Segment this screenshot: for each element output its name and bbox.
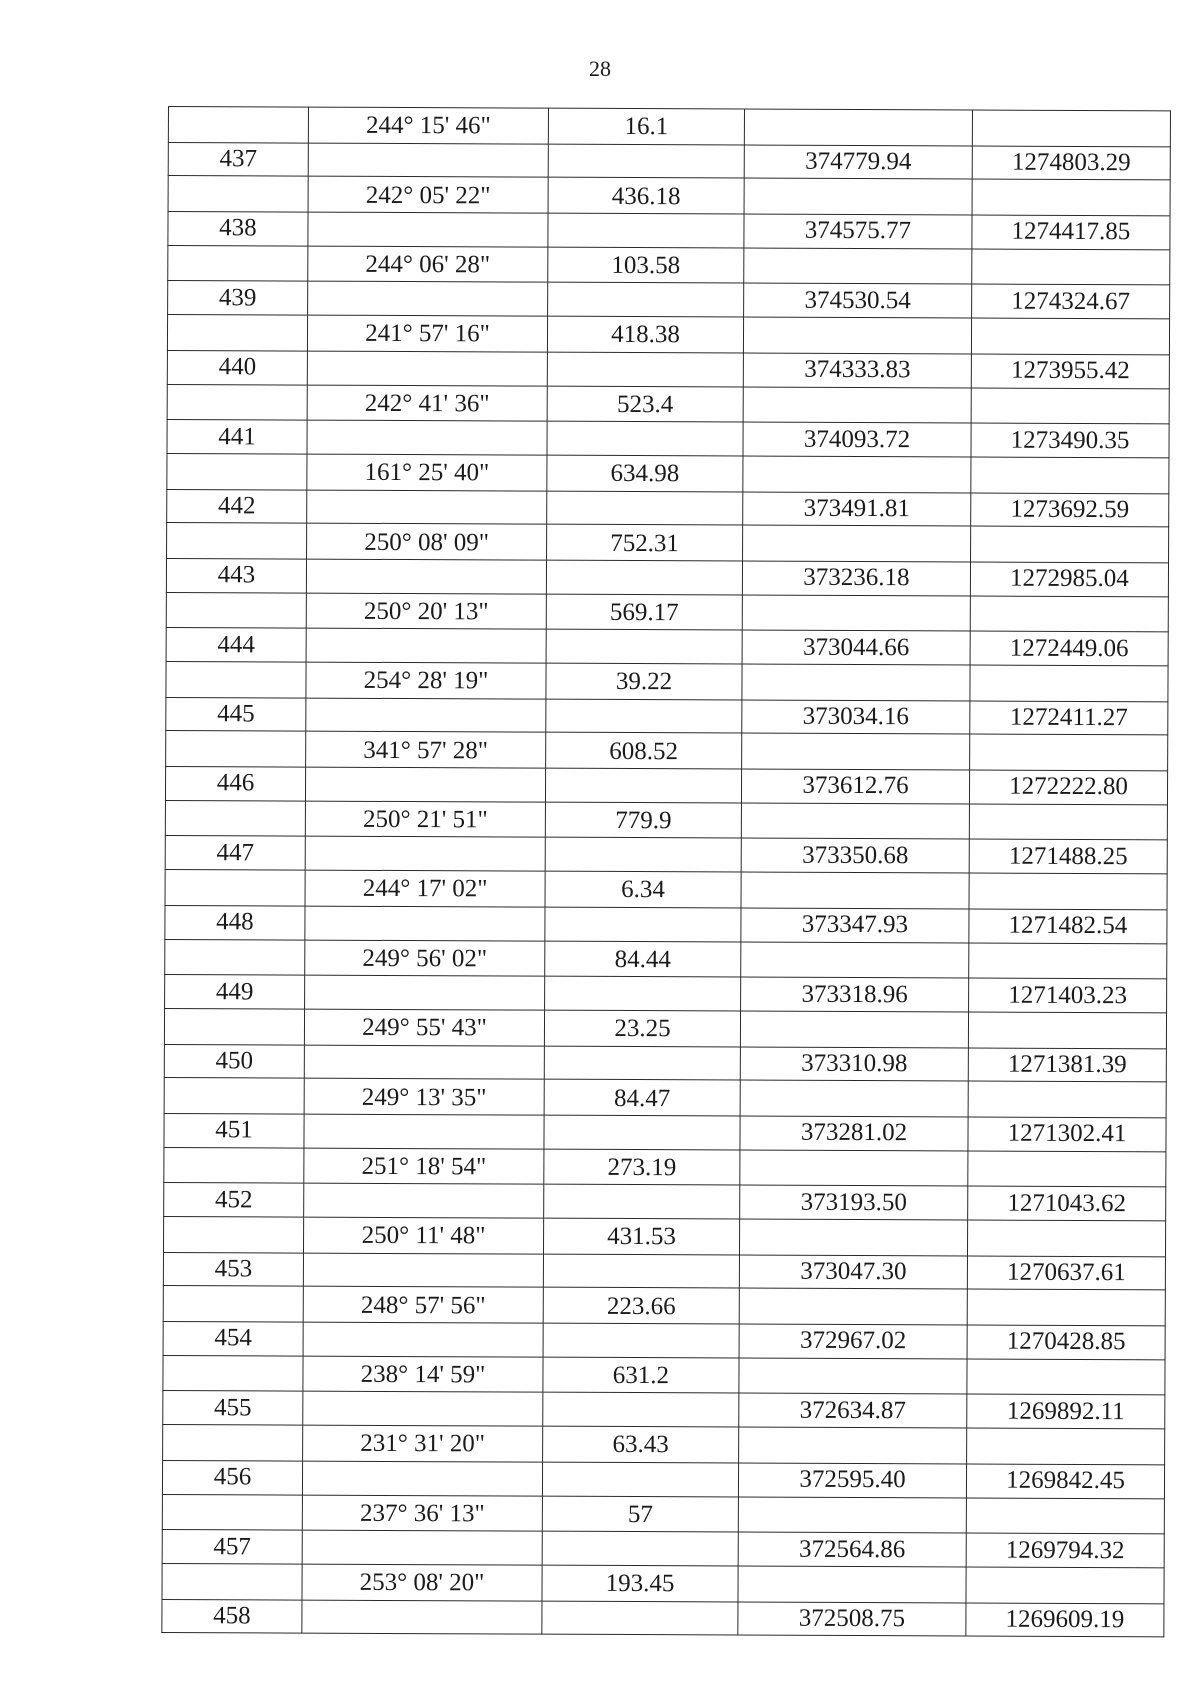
distance-cell: 779.9 (545, 802, 741, 839)
table-row-leg (166, 731, 1168, 771)
distance-cell: 193.45 (542, 1565, 738, 1602)
easting-cell-empty (966, 1497, 1164, 1534)
table-row-station (168, 281, 1170, 319)
distance-cell-empty (545, 907, 741, 942)
table-row-leg (166, 592, 1168, 632)
station-cell-empty (165, 870, 305, 906)
distance-cell-empty (546, 560, 742, 595)
table-row-leg (165, 939, 1167, 979)
easting-cell-empty (972, 110, 1170, 147)
bearing-cell: 248° 57' 56" (303, 1286, 543, 1323)
table-row-leg (164, 1147, 1166, 1187)
station-cell-empty (166, 592, 306, 628)
bearing-cell: 250° 21' 51" (305, 801, 545, 838)
station-cell: 453 (163, 1252, 303, 1286)
station-cell-empty (167, 315, 307, 351)
easting-cell-empty (970, 665, 1168, 702)
station-cell-empty (168, 176, 308, 212)
distance-cell: 436.18 (548, 178, 744, 215)
bearing-cell: 242° 41' 36" (307, 385, 547, 422)
northing-cell-empty (739, 1288, 967, 1325)
northing-cell-empty (738, 1497, 966, 1534)
bearing-cell: 241° 57' 16" (307, 315, 547, 352)
northing-cell: 373491.81 (743, 492, 971, 527)
distance-cell: 103.58 (548, 247, 744, 284)
easting-cell-empty (971, 388, 1169, 425)
northing-cell: 373612.76 (741, 769, 969, 804)
bearing-cell-empty (303, 1253, 543, 1288)
easting-cell-empty (969, 804, 1167, 841)
easting-cell-empty (972, 249, 1170, 286)
distance-cell-empty (545, 976, 741, 1011)
table-row-station (167, 489, 1169, 527)
bearing-cell: 249° 55' 43" (304, 1009, 544, 1046)
bearing-cell: 249° 56' 02" (305, 940, 545, 977)
bearing-cell: 250° 20' 13" (306, 593, 546, 630)
distance-cell: 523.4 (547, 386, 743, 423)
distance-cell: 273.19 (544, 1149, 740, 1186)
distance-cell: 84.44 (545, 941, 741, 978)
table-row-leg (163, 1216, 1165, 1256)
table-row-station (167, 420, 1169, 458)
station-cell-empty (163, 1425, 303, 1461)
easting-cell: 1269892.11 (967, 1394, 1165, 1429)
northing-cell-empty (743, 456, 971, 493)
bearing-cell: 341° 57' 28" (306, 731, 546, 768)
table-row-leg (168, 107, 1170, 147)
northing-cell: 373281.02 (740, 1116, 968, 1151)
station-cell: 442 (167, 489, 307, 523)
station-cell: 452 (164, 1183, 304, 1217)
station-cell-empty (165, 800, 305, 836)
station-cell-empty (168, 245, 308, 281)
table-row-leg (165, 870, 1167, 910)
distance-cell: 39.22 (546, 663, 742, 700)
easting-cell-empty (968, 1081, 1166, 1118)
easting-cell: 1272222.80 (969, 770, 1167, 805)
northing-cell-empty (741, 942, 969, 979)
station-cell: 445 (166, 697, 306, 731)
northing-cell-empty (741, 872, 969, 909)
distance-cell-empty (544, 1184, 740, 1219)
northing-cell: 374779.94 (744, 145, 972, 180)
station-cell: 450 (164, 1044, 304, 1078)
table-row-leg (167, 453, 1169, 493)
northing-cell: 374093.72 (743, 422, 971, 457)
distance-cell-empty (545, 768, 741, 803)
northing-cell-empty (739, 1219, 967, 1256)
station-cell: 444 (166, 628, 306, 662)
easting-cell: 1271403.23 (969, 978, 1167, 1013)
bearing-cell: 242° 05' 22" (308, 176, 548, 213)
easting-cell: 1269609.19 (966, 1603, 1164, 1638)
distance-cell: 608.52 (546, 733, 742, 770)
distance-cell-empty (545, 838, 741, 873)
table-row-leg (166, 661, 1168, 701)
bearing-cell-empty (304, 1114, 544, 1149)
table-row-station (163, 1391, 1165, 1429)
distance-cell-empty (548, 213, 744, 248)
easting-cell: 1273490.35 (971, 423, 1169, 458)
station-cell: 446 (165, 767, 305, 801)
distance-cell: 752.31 (547, 524, 743, 561)
station-cell-empty (166, 731, 306, 767)
distance-cell-empty (548, 144, 744, 179)
table-row-station (162, 1530, 1164, 1568)
table-row-station (168, 142, 1170, 180)
distance-cell-empty (548, 283, 744, 318)
page-number: 28 (589, 56, 611, 81)
station-cell: 443 (166, 558, 306, 592)
station-cell-empty (166, 661, 306, 697)
distance-cell-empty (543, 1323, 739, 1358)
bearing-cell-empty (304, 1183, 544, 1218)
bearing-cell: 244° 15' 46" (308, 107, 548, 144)
distance-cell: 84.47 (544, 1079, 740, 1116)
easting-cell-empty (969, 943, 1167, 980)
easting-cell: 1271488.25 (969, 839, 1167, 874)
northing-cell-empty (739, 1358, 967, 1395)
station-cell-empty (167, 523, 307, 559)
distance-cell: 431.53 (543, 1218, 739, 1255)
bearing-cell: 254° 28' 19" (306, 662, 546, 699)
distance-cell: 63.43 (543, 1426, 739, 1463)
station-cell: 439 (168, 281, 308, 315)
easting-cell: 1274803.29 (972, 146, 1170, 181)
table-row-station (165, 767, 1167, 805)
table-row-leg (167, 315, 1169, 355)
easting-cell: 1272411.27 (970, 701, 1168, 736)
easting-cell-empty (971, 526, 1169, 563)
easting-cell-empty (968, 1012, 1166, 1049)
bearing-cell: 244° 06' 28" (308, 246, 548, 283)
station-cell-empty (163, 1286, 303, 1322)
station-cell: 451 (164, 1113, 304, 1147)
easting-cell: 1270637.61 (967, 1256, 1165, 1291)
bearing-cell-empty (305, 767, 545, 802)
easting-cell-empty (970, 734, 1168, 771)
station-cell-empty (163, 1216, 303, 1252)
table-row-leg (162, 1563, 1164, 1603)
station-cell-empty (165, 939, 305, 975)
station-cell: 456 (162, 1460, 302, 1494)
table-row-station (165, 905, 1167, 943)
station-cell: 455 (163, 1391, 303, 1425)
bearing-cell-empty (306, 559, 546, 594)
distance-cell: 23.25 (544, 1010, 740, 1047)
distance-cell-empty (542, 1601, 738, 1636)
station-cell: 458 (162, 1599, 302, 1633)
table-row-station (163, 1322, 1165, 1360)
station-cell: 441 (167, 420, 307, 454)
bearing-cell-empty (302, 1530, 542, 1565)
table-row-leg (163, 1286, 1165, 1326)
easting-cell-empty (968, 1151, 1166, 1188)
table-row-station (164, 1183, 1166, 1221)
northing-cell-empty (744, 109, 972, 146)
table-row-leg (167, 384, 1169, 424)
table-row-station (165, 836, 1167, 874)
table-row-leg (168, 176, 1170, 216)
northing-cell: 372634.87 (739, 1393, 967, 1428)
distance-cell-empty (542, 1462, 738, 1497)
northing-cell: 372564.86 (738, 1532, 966, 1567)
northing-cell-empty (742, 664, 970, 701)
distance-cell-empty (546, 629, 742, 664)
distance-cell-empty (544, 1046, 740, 1081)
distance-cell-empty (547, 491, 743, 526)
northing-cell: 373318.96 (741, 977, 969, 1012)
bearing-cell-empty (307, 351, 547, 386)
easting-cell: 1269794.32 (966, 1533, 1164, 1568)
station-cell: 447 (165, 836, 305, 870)
table-row-leg (164, 1078, 1166, 1118)
easting-cell: 1272985.04 (970, 562, 1168, 597)
northing-cell-empty (744, 248, 972, 285)
table-row-station (165, 975, 1167, 1013)
distance-cell: 634.98 (547, 455, 743, 492)
distance-cell-empty (542, 1531, 738, 1566)
bearing-cell-empty (306, 628, 546, 663)
station-cell-empty (163, 1355, 303, 1391)
northing-cell-empty (743, 387, 971, 424)
table-row-station (164, 1113, 1166, 1151)
bearing-cell-empty (305, 837, 545, 872)
distance-cell: 16.1 (548, 108, 744, 145)
bearing-cell-empty (308, 143, 548, 178)
station-cell: 457 (162, 1530, 302, 1564)
bearing-cell: 237° 36' 13" (302, 1495, 542, 1532)
survey-table-body (162, 107, 1171, 1638)
bearing-cell-empty (308, 282, 548, 317)
distance-cell: 569.17 (546, 594, 742, 631)
table-row-leg (162, 1494, 1164, 1534)
easting-cell-empty (967, 1428, 1165, 1465)
station-cell-empty (162, 1494, 302, 1530)
distance-cell: 223.66 (543, 1288, 739, 1325)
station-cell: 437 (168, 142, 308, 176)
station-cell-empty (164, 1147, 304, 1183)
easting-cell-empty (967, 1359, 1165, 1396)
northing-cell: 372508.75 (738, 1602, 966, 1637)
distance-cell-empty (546, 699, 742, 734)
station-cell: 440 (167, 350, 307, 384)
easting-cell: 1271302.41 (968, 1117, 1166, 1152)
bearing-cell: 249° 13' 35" (304, 1078, 544, 1115)
easting-cell: 1272449.06 (970, 631, 1168, 666)
northing-cell-empty (742, 595, 970, 632)
bearing-cell-empty (303, 1392, 543, 1427)
table-row-leg (163, 1425, 1165, 1465)
table-row-leg (167, 523, 1169, 563)
survey-coordinates-table (161, 106, 1171, 1638)
table-row-leg (164, 1008, 1166, 1048)
northing-cell-empty (743, 317, 971, 354)
table-row-station (164, 1044, 1166, 1082)
easting-cell: 1274324.67 (972, 284, 1170, 319)
northing-cell: 373193.50 (740, 1185, 968, 1220)
bearing-cell-empty (307, 490, 547, 525)
northing-cell: 373047.30 (739, 1255, 967, 1290)
table-row-leg (163, 1355, 1165, 1395)
station-cell-empty (164, 1078, 304, 1114)
table-row-leg (168, 245, 1170, 285)
northing-cell: 373310.98 (740, 1047, 968, 1082)
easting-cell-empty (967, 1220, 1165, 1257)
easting-cell: 1274417.85 (972, 215, 1170, 250)
northing-cell-empty (742, 733, 970, 770)
bearing-cell: 231° 31' 20" (303, 1425, 543, 1462)
bearing-cell-empty (308, 212, 548, 247)
easting-cell-empty (969, 873, 1167, 910)
bearing-cell-empty (303, 1322, 543, 1357)
station-cell: 438 (168, 212, 308, 246)
easting-cell: 1271482.54 (969, 909, 1167, 944)
northing-cell-empty (739, 1427, 967, 1464)
bearing-cell: 161° 25' 40" (307, 454, 547, 491)
distance-cell-empty (543, 1393, 739, 1428)
bearing-cell: 244° 17' 02" (305, 870, 545, 907)
table-row-station (167, 350, 1169, 388)
distance-cell: 57 (542, 1496, 738, 1533)
bearing-cell-empty (305, 906, 545, 941)
northing-cell-empty (743, 525, 971, 562)
easting-cell: 1271381.39 (968, 1048, 1166, 1083)
easting-cell: 1273692.59 (971, 493, 1169, 528)
station-cell-empty (162, 1563, 302, 1599)
distance-cell-empty (544, 1115, 740, 1150)
bearing-cell-empty (307, 420, 547, 455)
station-cell-empty (167, 384, 307, 420)
northing-cell-empty (740, 1150, 968, 1187)
distance-cell-empty (547, 421, 743, 456)
station-cell-empty (167, 453, 307, 489)
northing-cell: 373350.68 (741, 838, 969, 873)
northing-cell: 373347.93 (741, 908, 969, 943)
easting-cell-empty (967, 1289, 1165, 1326)
station-cell: 448 (165, 905, 305, 939)
bearing-cell-empty (305, 975, 545, 1010)
table-row-station (162, 1460, 1164, 1498)
easting-cell-empty (971, 457, 1169, 494)
bearing-cell-empty (306, 698, 546, 733)
table-row-station (166, 697, 1168, 735)
northing-cell-empty (740, 1011, 968, 1048)
station-cell: 449 (165, 975, 305, 1009)
easting-cell: 1271043.62 (968, 1186, 1166, 1221)
station-cell-empty (164, 1008, 304, 1044)
easting-cell: 1270428.85 (967, 1325, 1165, 1360)
northing-cell: 372967.02 (739, 1324, 967, 1359)
distance-cell-empty (543, 1254, 739, 1289)
northing-cell: 374530.54 (744, 283, 972, 318)
easting-cell: 1269842.45 (966, 1464, 1164, 1499)
northing-cell: 374333.83 (743, 353, 971, 388)
station-cell: 454 (163, 1322, 303, 1356)
bearing-cell: 250° 08' 09" (307, 523, 547, 560)
table-row-station (168, 212, 1170, 250)
bearing-cell: 251° 18' 54" (304, 1148, 544, 1185)
northing-cell-empty (738, 1566, 966, 1603)
bearing-cell-empty (302, 1600, 542, 1635)
distance-cell: 631.2 (543, 1357, 739, 1394)
bearing-cell: 253° 08' 20" (302, 1564, 542, 1601)
northing-cell-empty (744, 178, 972, 215)
bearing-cell-empty (304, 1045, 544, 1080)
table-row-station (166, 628, 1168, 666)
bearing-cell: 238° 14' 59" (303, 1356, 543, 1393)
easting-cell-empty (970, 596, 1168, 633)
northing-cell: 372595.40 (738, 1463, 966, 1498)
easting-cell-empty (971, 318, 1169, 355)
northing-cell-empty (740, 1080, 968, 1117)
easting-cell-empty (966, 1567, 1164, 1604)
table-row-station (162, 1599, 1164, 1637)
table-row-station (163, 1252, 1165, 1290)
bearing-cell-empty (302, 1461, 542, 1496)
northing-cell: 374575.77 (744, 214, 972, 249)
distance-cell: 6.34 (545, 871, 741, 908)
survey-table-container (161, 106, 1170, 1638)
northing-cell-empty (741, 803, 969, 840)
northing-cell: 373236.18 (742, 561, 970, 596)
distance-cell-empty (547, 352, 743, 387)
northing-cell: 373044.66 (742, 630, 970, 665)
distance-cell: 418.38 (547, 316, 743, 353)
bearing-cell: 250° 11' 48" (303, 1217, 543, 1254)
table-row-leg (165, 800, 1167, 840)
northing-cell: 373034.16 (742, 700, 970, 735)
easting-cell-empty (972, 179, 1170, 216)
station-cell-empty (168, 107, 308, 143)
table-row-station (166, 558, 1168, 596)
easting-cell: 1273955.42 (971, 354, 1169, 389)
